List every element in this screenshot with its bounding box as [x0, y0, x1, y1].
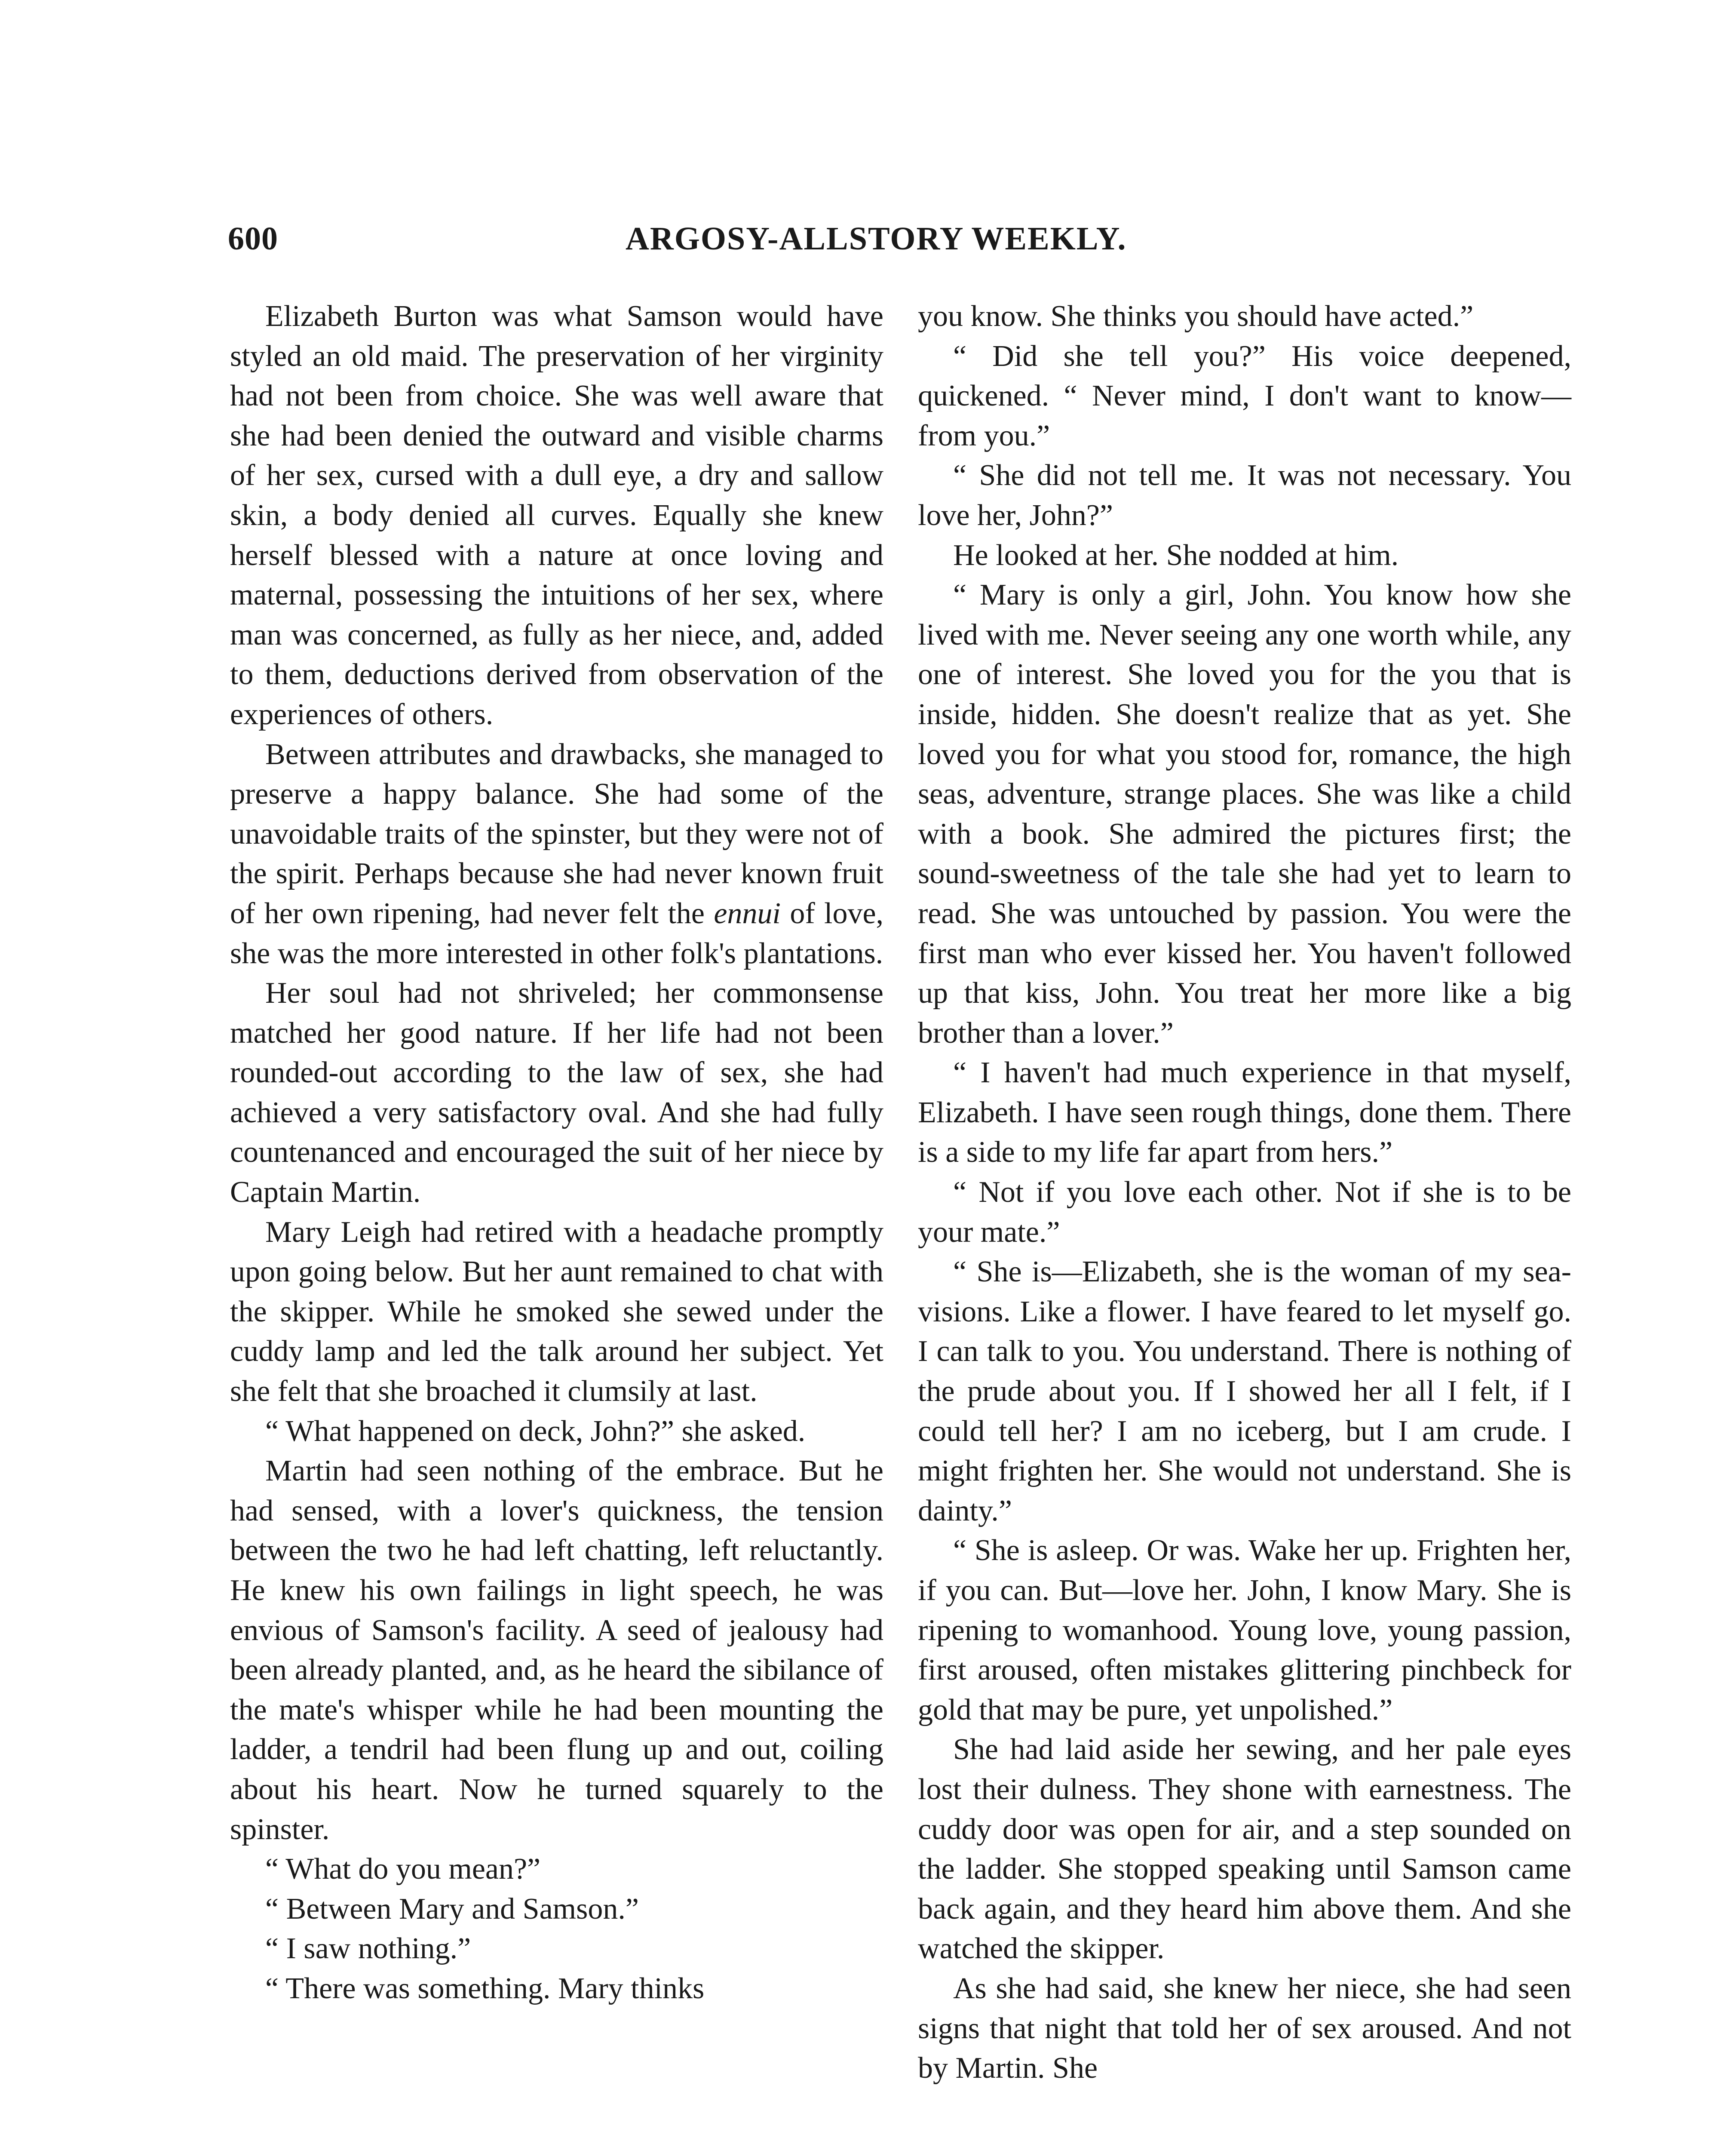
running-head: ARGOSY-ALLSTORY WEEKLY.: [626, 221, 1127, 257]
paragraph: As she had said, she knew her niece, she had seen signs that night that told her of sex aroused. And not by Martin. She: [918, 1972, 1571, 2085]
paragraph: Martin had seen nothing of the embrace. But he had sensed, with a lover's quickness, the tension between the two he had left chatting, left reluctantly. He knew his own failings in light speech, he was envious of Samson's facility. A seed of jealousy had been already planted, and, as he heard the sibilance of the mate's whisper while he had been mounting the ladder, a tendril had been flung up and out, coiling about his heart. Now he turned squarely to the spinster.: [230, 1454, 883, 1846]
paragraph: Between attributes and drawbacks, she managed to preserve a happy balance. She had some of the unavoidable traits of the spinster, but they were not of the spirit. Perhaps because she had never known fruit of her own ripening, had never felt the ennui of love, she was the more interested in other folk's plantations.: [230, 737, 884, 970]
paragraph: “ She is asleep. Or was. Wake her up. Frighten her, if you can. But—love her. John, I know Mary. She is ripening to womanhood. Young love, young passion, first aroused, often mistakes glittering pinchbeck for gold that may be pure, yet unpolished.”: [918, 1534, 1571, 1726]
right-column: [918, 297, 1571, 2089]
paragraph: Her soul had not shriveled; her commonsense matched her good nature. If her life had not been rounded-out according to the law of sex, she had achieved a very satisfactory oval. And she had fully countenanced and encouraged the suit of her niece by Captain Martin.: [230, 977, 883, 1209]
paragraph: Mary Leigh had retired with a headache promptly upon going below. But her aunt remained to chat with the skipper. While he smoked she sewed under the cuddy lamp and led the talk around her subject. Yet she felt that she broached it clumsily at last.: [230, 1215, 883, 1408]
paragraph: “ She is—Elizabeth, she is the woman of my sea-visions. Like a flower. I have feared to let myself go. I can talk to you. You understand. There is nothing of the prude about you. If I showed her all I felt, if I could tell her? I am no iceberg, but I am crude. I might frighten her. She would not understand. She is dainty.”: [918, 1255, 1571, 1527]
paragraph: “ She did not tell me. It was not necessary. You love her, John?”: [918, 459, 1571, 532]
paragraph: you know. She thinks you should have acted.”: [918, 300, 1474, 333]
paragraph: Elizabeth Burton was what Samson would have styled an old maid. The preservation of her virginity had not been from choice. She was well aware that she had been denied the outward and visible charms of her sex, cursed with a dull eye, a dry and sallow skin, a body denied all curves. Equally she knew herself blessed with a nature at once loving and maternal, possessing the intuitions of her sex, where man was concerned, as fully as her niece, and, added to them, deductions derived from observation of the experiences of others.: [230, 300, 883, 731]
paragraph: “ What do you mean?”: [265, 1852, 541, 1886]
paragraph: “ Mary is only a girl, John. You know how she lived with me. Never seeing any one worth while, any one of interest. She loved you for the you that is inside, hidden. She doesn't realize that as yet. She loved you for what you stood for, romance, the high seas, adventure, strange places. She was like a child with a book. She admired the pictures first; the sound-sweetness of the tale she had yet to learn to read. She was untouched by passion. You were the first man who ever kissed her. You haven't followed up that kiss, John. You treat her more like a big brother than a lover.”: [918, 578, 1571, 1050]
paragraph: “ Between Mary and Samson.”: [265, 1892, 639, 1926]
page-number: 600: [228, 221, 278, 257]
paragraph: “ I haven't had much experience in that myself, Elizabeth. I have seen rough things, done them. There is a side to my life far apart from hers.”: [918, 1056, 1571, 1169]
paragraph: “ Not if you love each other. Not if she is to be your mate.”: [918, 1176, 1571, 1249]
paragraph: “ What happened on deck, John?” she asked.: [265, 1414, 806, 1448]
paragraph: “ There was something. Mary thinks: [265, 1972, 705, 2005]
paragraph: She had laid aside her sewing, and her pale eyes lost their dulness. They shone with earnestness. The cuddy door was open for air, and a step sounded on the ladder. She stopped speaking until Samson came back again, and they heard him above them. And she watched the skipper.: [918, 1733, 1571, 1966]
paragraph: “ Did she tell you?” His voice deepened, quickened. “ Never mind, I don't want to know—from you.”: [918, 339, 1571, 452]
left-column: [230, 297, 883, 2009]
paragraph: He looked at her. She nodded at him.: [953, 538, 1399, 572]
paragraph: “ I saw nothing.”: [265, 1932, 471, 1966]
